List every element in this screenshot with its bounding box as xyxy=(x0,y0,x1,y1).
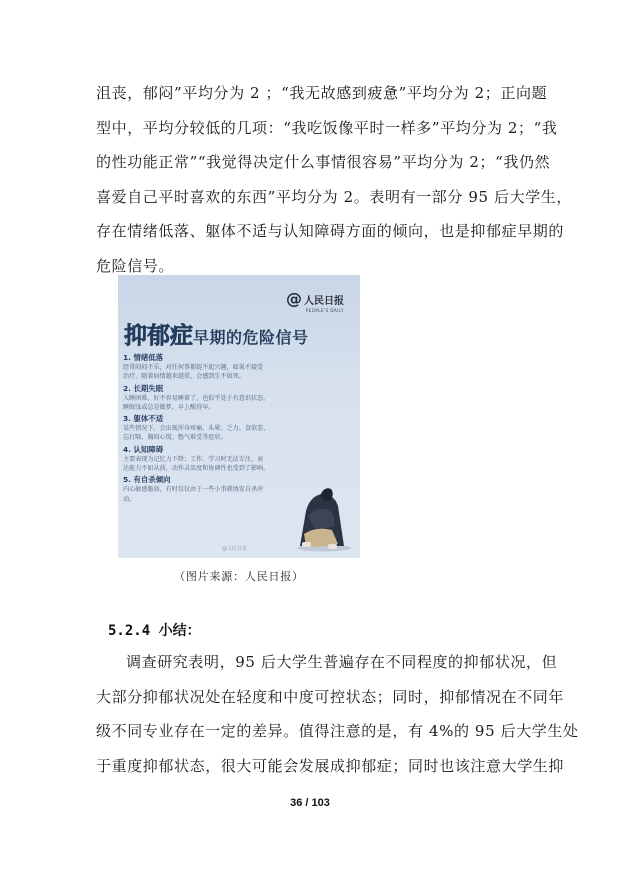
description-line: 经常闷闷不乐，对任何事都提不起兴趣，如果不接受 xyxy=(123,364,264,371)
text-line: 沮丧，郁闷”平均分为 2 ；“我无故感到疲惫”平均分为 2；正向题 xyxy=(96,84,548,102)
warning-sign-item xyxy=(123,384,348,413)
sitting-person-illustration xyxy=(294,456,352,552)
warning-sign-heading: 3. 躯体不适 xyxy=(123,414,164,424)
at-icon: @ xyxy=(286,289,302,308)
description-line: 忘打嗝、胸闷心慌、憋气难受等症状。 xyxy=(123,434,227,442)
logo-text: 人民日报 xyxy=(304,295,344,307)
poster-title-main: 抑郁症 xyxy=(124,323,193,349)
description-line: 内心敏感脆弱，有时仅仅由于一些小事就诱发自杀冲 xyxy=(123,486,264,494)
text-line: 型中，平均分较低的几项：“我吃饭像平时一样多”平均分为 2；“我 xyxy=(96,118,558,137)
warning-sign-heading: 1. 情绪低落 xyxy=(123,353,164,362)
description-line: 治疗，随着病情越来越重，会感到生不如死。 xyxy=(123,373,245,381)
figure-caption: （图片来源：人民日报） xyxy=(174,570,304,583)
warning-sign-description xyxy=(123,424,348,443)
warning-sign-heading: 4. 认知障碍 xyxy=(123,444,164,454)
description-line: 动。 xyxy=(123,495,136,503)
depression-warning-poster xyxy=(118,275,360,558)
warning-sign-description xyxy=(123,363,348,382)
section-heading: 5.2.4 小结： xyxy=(108,623,201,639)
body-paragraph-1 xyxy=(96,76,573,283)
description-line: 主要表现为记忆力下降；工作、学习时无法专注，表 xyxy=(123,455,264,463)
text-line: 危险信号。 xyxy=(96,256,175,275)
text-line: 的性功能正常”“我觉得决定什么事情很容易”平均分为 2；“我仍然 xyxy=(96,153,551,171)
warning-sign-description xyxy=(123,394,348,413)
poster-title xyxy=(124,317,309,350)
description-line: 达能力不如从前，动作灵活度和协调性也受到了影响。 xyxy=(123,465,270,473)
text-line: 大部分抑郁状况处在轻度和中度可控状态；同时，抑郁情况在不同年 xyxy=(96,687,565,706)
page-number: 36 / 103 xyxy=(290,797,330,809)
warning-sign-heading: 5. 有自杀倾向 xyxy=(123,475,171,485)
weibo-watermark: @人民日报 xyxy=(222,546,248,552)
text-line: 级不同专业存在一定的差异。值得注意的是，有 4%的 95 后大学生处 xyxy=(96,722,579,740)
text-line: 于重度抑郁状态，很大可能会发展成抑郁症；同时也该注意大学生抑 xyxy=(96,756,565,775)
warning-sign-item xyxy=(123,414,348,443)
text-line: 存在情绪低落、躯体不适与认知障碍方面的倾向，也是抑郁症早期的 xyxy=(96,222,565,240)
text-line: 喜爱自己平时喜欢的东西”平均分为 2。表明有一部分 95 后大学生， xyxy=(96,187,573,206)
text-line: 调查研究表明，95 后大学生普遍存在不同程度的抑郁状况，但 xyxy=(126,653,558,671)
peoples-daily-logo xyxy=(286,291,344,307)
poster-title-rest: 早期的危险信号 xyxy=(193,328,309,347)
warning-sign-heading: 2. 长期失眠 xyxy=(123,383,164,393)
logo-subtitle: PEOPLE'S DAILY xyxy=(305,308,344,313)
description-line: 某些情况下，会出现浑身疼痛、头晕、乏力、食欲差、 xyxy=(123,425,270,433)
description-line: 睡眠浅或总是做梦，早上醒得早。 xyxy=(123,403,215,411)
description-line: 入睡困难，好不容易睡着了，也似乎处于有意识状态， xyxy=(123,394,270,402)
body-paragraph-2 xyxy=(96,645,579,783)
warning-sign-item xyxy=(123,353,348,382)
